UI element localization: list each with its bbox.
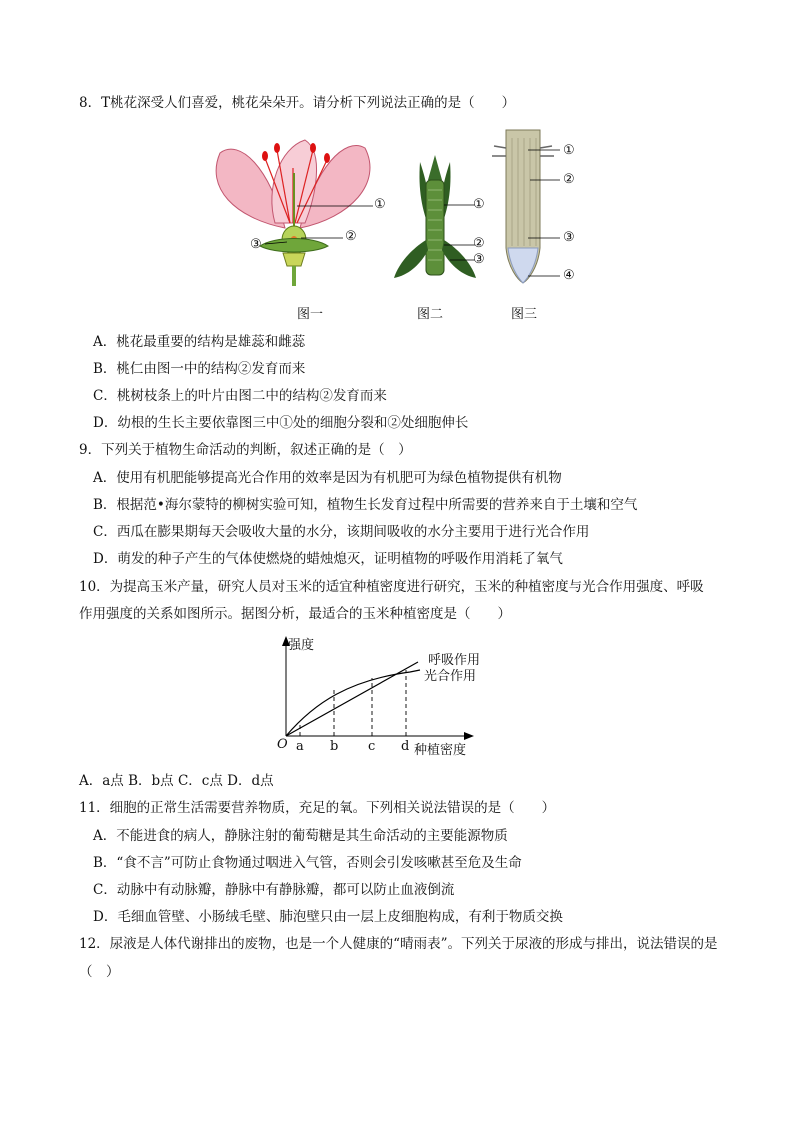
q9-option-a: A．使用有机肥能够提高光合作用的效率是因为有机肥可为绿色植物提供有机物: [93, 470, 562, 486]
flower-label-2: ②: [345, 229, 357, 244]
question-10-stem-line2: 作用强度的关系如图所示。据图分析，最适合的玉米种植密度是（ ）: [79, 606, 511, 622]
root-label-1: ①: [563, 143, 575, 158]
q8-option-b: B．桃仁由图一中的结构②发育而来: [93, 361, 306, 377]
q11-option-c: C．动脉中有动脉瓣，静脉中有静脉瓣，都可以防止血液倒流: [93, 882, 455, 898]
chart-tick-d: d: [401, 739, 410, 754]
legend-photosynthesis: 光合作用: [424, 669, 477, 684]
series-photosynthesis-curve: [286, 670, 420, 736]
question-11-stem: 11．细胞的正常生活需要营养物质，充足的氧。下列相关说法错误的是（ ）: [79, 800, 556, 816]
bud-label-1: ①: [473, 197, 485, 212]
root-label-4: ④: [563, 268, 575, 283]
flower-diagram: [205, 128, 380, 288]
q9-option-b: B．根据范•海尔蒙特的柳树实验可知，植物生长发育过程中所需要的营养来自于土壤和空气: [93, 497, 638, 513]
question-12-stem-line2: （ ）: [79, 964, 120, 980]
bud-label-3: ③: [473, 252, 485, 267]
q10-options: A．a点 B．b点 C．c点 D．d点: [79, 773, 274, 789]
question-9-stem: 9．下列关于植物生命活动的判断，叙述正确的是（ ）: [79, 442, 412, 458]
bud-label-2: ②: [473, 236, 485, 251]
q11-option-b: B．“食不言”可防止食物通过咽进入气管，否则会引发咳嗽甚至危及生命: [93, 855, 522, 871]
chart-origin-label: O: [277, 737, 288, 752]
chart-x-label: 种植密度: [414, 743, 467, 758]
chart-tick-c: c: [368, 739, 376, 754]
q8-option-a: A．桃花最重要的结构是雄蕊和雌蕊: [93, 334, 306, 350]
q9-option-c: C．西瓜在膨果期每天会吸收大量的水分，该期间吸收的水分主要用于进行光合作用: [93, 524, 590, 540]
q9-option-d: D．萌发的种子产生的气体使燃烧的蜡烛熄灭，证明植物的呼吸作用消耗了氧气: [93, 551, 563, 567]
series-respiration-line: [286, 662, 418, 736]
question-10-stem-line1: 10．为提高玉米产量，研究人员对玉米的适宜种植密度进行研究，玉米的种植密度与光合作用强度、呼吸: [79, 579, 704, 595]
figure-1-caption: 图一: [297, 307, 324, 322]
figure-2-caption: 图二: [417, 307, 444, 322]
q11-option-d: D．毛细血管壁、小肠绒毛壁、肺泡壁只由一层上皮细胞构成，有利于物质交换: [93, 909, 563, 925]
question-8-stem: 8．T桃花深受人们喜爱，桃花朵朵开。请分析下列说法正确的是（ ）: [79, 95, 516, 111]
root-label-2: ②: [563, 172, 575, 187]
question-12-stem-line1: 12．尿液是人体代谢排出的废物，也是一个人健康的“晴雨表”。下列关于尿液的形成与排出，说法错误的是: [79, 936, 718, 952]
chart-y-label: 强度: [288, 638, 315, 653]
root-tip-diagram: [488, 128, 563, 288]
legend-respiration: 呼吸作用: [428, 653, 481, 668]
q8-option-d: D．幼根的生长主要依靠图三中①处的细胞分裂和②处细胞伸长: [93, 415, 469, 431]
flower-label-3: ③: [250, 237, 262, 252]
chart-tick-b: b: [330, 739, 339, 754]
flower-label-1: ①: [374, 197, 386, 212]
root-label-3: ③: [563, 230, 575, 245]
bud-diagram: [390, 150, 480, 290]
chart-tick-a: a: [296, 739, 304, 754]
q11-option-a: A．不能进食的病人，静脉注射的葡萄糖是其生命活动的主要能源物质: [93, 828, 508, 844]
q8-option-c: C．桃树枝条上的叶片由图二中的结构②发育而来: [93, 388, 387, 404]
figure-3-caption: 图三: [511, 307, 538, 322]
